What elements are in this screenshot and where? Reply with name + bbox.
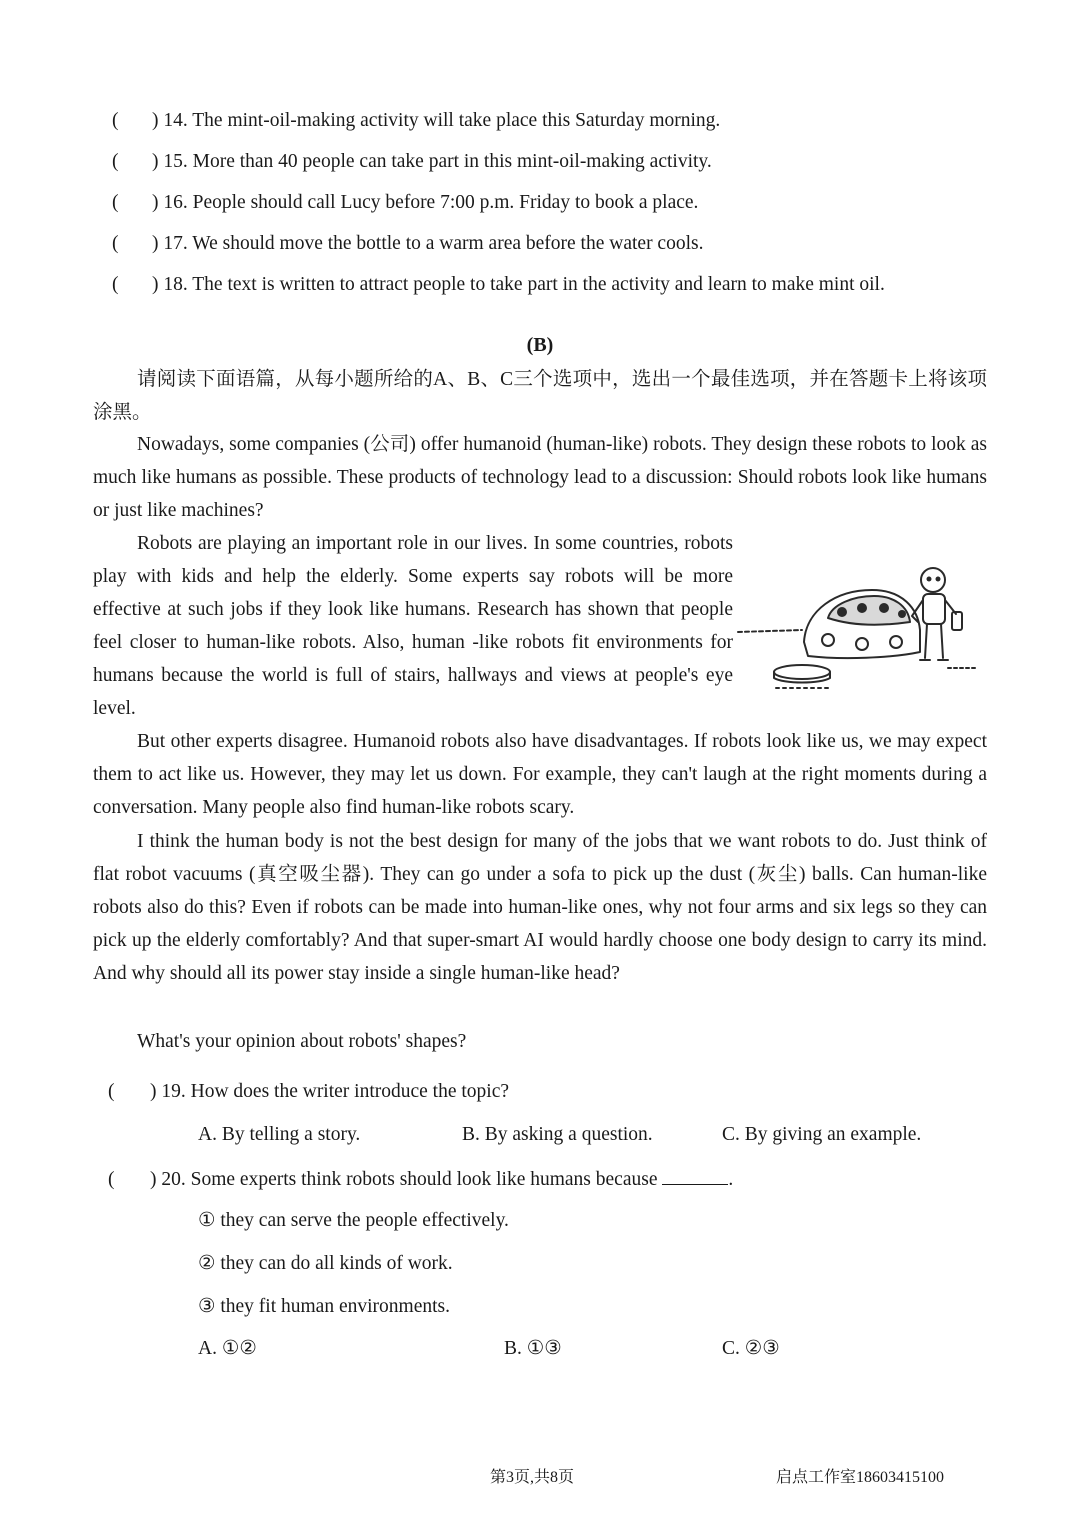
- passage-paragraph-1: Nowadays, some companies (公司) offer humanoid (human-like) robots. They design these robots to look as much like humans as possible. These products of technology lead to a discussion: Should robots look like humans or just like machines?: [93, 434, 987, 521]
- passage-paragraph-4: I think the human body is not the best design for many of the jobs that we want robots to do. Just think of flat robot vacuums (真空吸尘器). They can go under a sofa to pick up the dust (灰尘) balls. Can human-like robots also do this? Even if robots can be made into human-like ones, why not four arms and six legs so they can pick up the elderly comfortably? And that super-smart AI would hardly choose one body design to carry its mind. And why should all its power stay inside a single human-like head?: [93, 831, 987, 984]
- passage-paragraph-5: What's your opinion about robots' shapes?: [137, 1031, 467, 1052]
- answer-paren-close: ): [152, 151, 159, 172]
- passage-paragraph-2: Robots are playing an important role in our lives. In some countries, robots play with kids and help the elderly. Some experts say robots will be more effective at such jobs if they look like humans. Research has shown that people feel closer to human-like robots. Also, human -like robots fit environments for humans because the world is full of stairs, hallways and views at people's eye level.: [93, 533, 733, 719]
- q20-option-b[interactable]: B. ①③: [504, 1338, 562, 1359]
- question-stem-end: .: [728, 1169, 734, 1190]
- answer-paren-close: ): [152, 192, 159, 213]
- q20-statement-1: ① they can serve the people effectively.: [198, 1210, 509, 1231]
- tf-item-text: 15. More than 40 people can take part in this mint-oil-making activity.: [163, 151, 712, 172]
- q20-option-c[interactable]: C. ②③: [722, 1338, 780, 1359]
- answer-paren[interactable]: (: [112, 233, 119, 254]
- studio-contact: 启点工作室18603415100: [776, 1469, 945, 1486]
- tf-item-16: [112, 192, 698, 214]
- tf-item-15: [112, 151, 712, 173]
- section-b-title: (B): [526, 334, 554, 356]
- answer-blank[interactable]: [662, 1166, 728, 1185]
- passage-paragraph-3: But other experts disagree. Humanoid robots also have disadvantages. If robots look like us, we may expect them to act like us. However, they may let us down. For example, they can't laugh at the right moments during a conversation. Many people also find human-like robots scary.: [93, 731, 987, 818]
- page-number: 第3页,共8页: [490, 1469, 575, 1486]
- q20-option-a[interactable]: A. ①②: [198, 1338, 257, 1359]
- question-20: [108, 1166, 733, 1191]
- tf-item-text: 16. People should call Lucy before 7:00 p.m. Friday to book a place.: [163, 192, 699, 213]
- q19-option-c[interactable]: C. By giving an example.: [722, 1124, 922, 1145]
- q19-option-a[interactable]: A. By telling a story.: [198, 1124, 361, 1145]
- answer-paren-close: ): [150, 1081, 157, 1102]
- answer-paren[interactable]: (: [112, 110, 119, 131]
- tf-item-18: [112, 274, 885, 296]
- tf-item-text: 14. The mint-oil-making activity will take place this Saturday morning.: [163, 110, 721, 131]
- q20-statement-2: ② they can do all kinds of work.: [198, 1253, 453, 1274]
- question-19: [108, 1081, 509, 1103]
- answer-paren[interactable]: (: [112, 151, 119, 172]
- section-instruction: 请阅读下面语篇，从每小题所给的A、B、C三个选项中，选出一个最佳选项，并在答题卡上将该项涂黑。: [93, 369, 987, 423]
- answer-paren-close: ): [150, 1169, 157, 1190]
- tf-item-17: [112, 233, 703, 255]
- answer-paren[interactable]: (: [112, 192, 119, 213]
- robot-illustration: [732, 560, 982, 695]
- answer-paren-close: ): [152, 110, 159, 131]
- q19-option-b[interactable]: B. By asking a question.: [462, 1124, 653, 1145]
- tf-item-text: 17. We should move the bottle to a warm area before the water cools.: [163, 233, 704, 254]
- tf-item-text: 18. The text is written to attract people to take part in the activity and learn to make mint oil.: [163, 274, 885, 295]
- answer-paren[interactable]: (: [108, 1169, 115, 1190]
- answer-paren[interactable]: (: [108, 1081, 115, 1102]
- question-stem: 19. How does the writer introduce the topic?: [161, 1081, 510, 1102]
- answer-paren[interactable]: (: [112, 274, 119, 295]
- question-stem: 20. Some experts think robots should look like humans because: [161, 1169, 658, 1190]
- answer-paren-close: ): [152, 274, 159, 295]
- q20-statement-3: ③ they fit human environments.: [198, 1296, 450, 1317]
- answer-paren-close: ): [152, 233, 159, 254]
- tf-item-14: [112, 110, 720, 132]
